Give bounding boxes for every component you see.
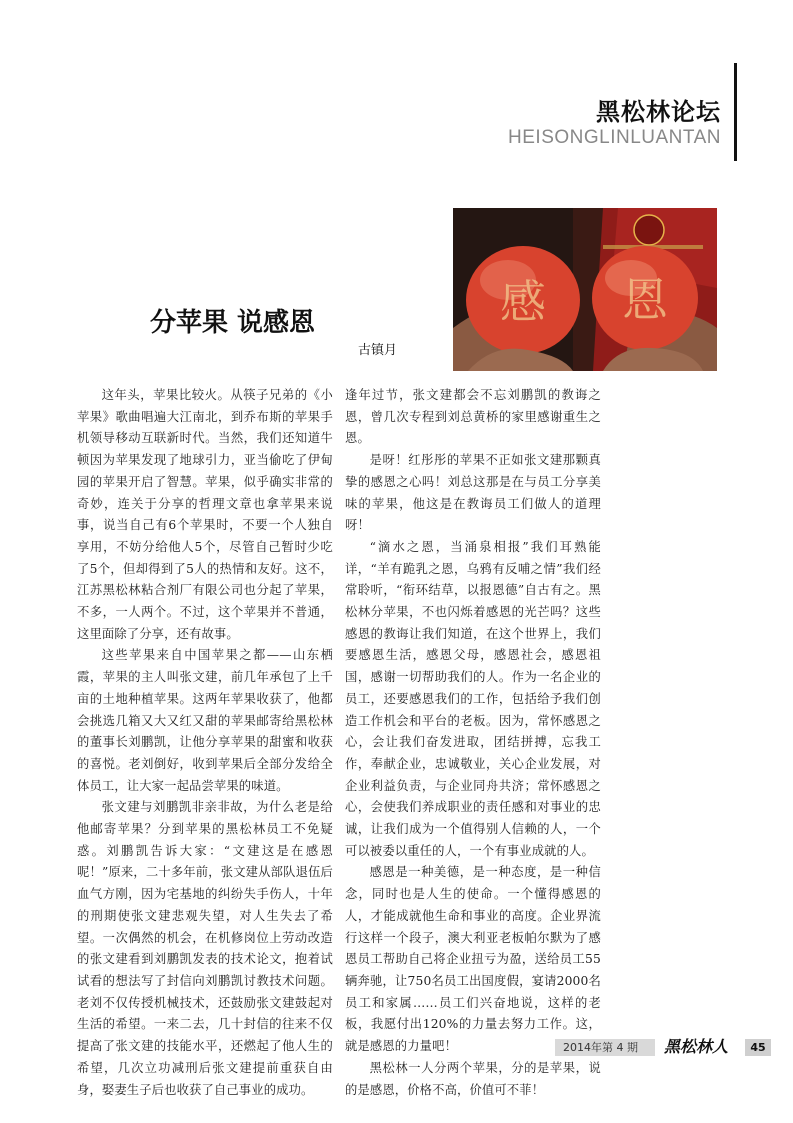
article-right-column: [345, 385, 601, 1101]
column-subtitle: HEISONGLINLUANTAN: [508, 127, 721, 148]
apple-character-right: 恩: [622, 273, 668, 327]
page-number: 45: [750, 1041, 766, 1054]
page-footer: [0, 1036, 793, 1058]
article-left-column: [77, 385, 333, 1101]
paragraph: 感恩是一种美德，是一种态度，是一种信念，同时也是人生的使命。一个懂得感恩的人，才能成就他生命和事业的高度。企业界流行这样一个段子，澳大利亚老板帕尔默为了感恩员工帮助自己将企业扭亏为盈，送给员工55辆奔驰，让750名员工出国度假，宴请2000名员工和家属……员工们兴奋地说，这样的老板，我愿付出120%的力量去努力工作。这，就是感恩的力量吧！: [345, 865, 601, 1054]
header-vertical-rule: [734, 63, 737, 161]
paragraph: 逢年过节，张文建都会不忘刘鹏凯的教诲之恩，曾几次专程到刘总黄桥的家里感谢重生之恩。: [345, 388, 601, 446]
apples-photo: [453, 208, 717, 371]
article-title: 分苹果 说感恩: [150, 308, 316, 338]
paragraph: 张文建与刘鹏凯非亲非故，为什么老是给他邮寄苹果？分到苹果的黑松林员工不免疑惑。刘鹏凯告诉大家：“文建这是在感恩呢！”原来，二十多年前，张文建从部队退伍后血气方刚，因为宅基地的纠纷失手伤人，十年的刑期使张文建悲观失望，对人生失去了希望。一次偶然的机会，在机修岗位上劳动改造的张文建看到刘鹏凯发表的技术论文，抱着试试看的想法写了封信向刘鹏凯讨教技术问题。老刘不仅传授机械技术，还鼓励张文建鼓起对生活的希望。一来二去，几十封信的往来不仅提高了张文建的技能水平，还燃起了他人生的希望，几次立功减刑后张文建提前重获自由身，娶妻生子后也收获了自己事业的成功。: [77, 800, 333, 1097]
article-author: 古镇月: [358, 343, 398, 358]
paragraph: 是呀！红彤彤的苹果不正如张文建那颗真挚的感恩之心吗！刘总这那是在与员工分享美味的苹果，他这是在教诲员工们做人的道理呀！: [345, 453, 601, 533]
paragraph: 这年头，苹果比较火。从筷子兄弟的《小苹果》歌曲唱遍大江南北，到乔布斯的苹果手机领导移动互联新时代。当然，我们还知道牛顿因为苹果发现了地球引力，亚当偷吃了伊甸园的苹果开启了智慧。苹果，似乎确实非常的奇妙，连关于分享的哲理文章也拿苹果来说事，说当自己有6个苹果时，不要一个人独自享用，不妨分给他人5个，尽管自己暂时少吃了5个，但却得到了5人的热情和友好。这不，江苏黑松林粘合剂厂有限公司也分起了苹果，不多，一人两个。不过，这个苹果并不普通，这里面除了分享，还有故事。: [77, 388, 333, 641]
paragraph: 黑松林一人分两个苹果，分的是苹果，说的是感恩，价格不高，价值可不菲！: [345, 1060, 601, 1097]
magazine-logo: [662, 1036, 742, 1056]
paragraph: 这些苹果来自中国苹果之都——山东栖霞，苹果的主人叫张文建，前几年承包了上千亩的土地种植苹果。这两年苹果收获了，他都会挑选几箱又大又红又甜的苹果邮寄给黑松林的董事长刘鹏凯，让他分享苹果的甜蜜和收获的喜悦。老刘倒好，收到苹果后全部分发给全体员工，让大家一起品尝苹果的味道。: [77, 648, 333, 793]
column-title: 黑松林论坛: [596, 98, 721, 126]
apple-character-left: 感: [500, 275, 546, 329]
magazine-name: 黑松林人: [664, 1037, 729, 1056]
issue-label: 2014年第 4 期: [563, 1041, 638, 1054]
paragraph: “滴水之恩，当涌泉相报”我们耳熟能详，“羊有跪乳之恩，乌鸦有反哺之情”我们经常聆听，“衔环结草，以报恩德”自古有之。黑松林分苹果，不也闪烁着感恩的光芒吗？这些感恩的教诲让我们知道，在这个世界上，我们要感恩生活，感恩父母，感恩社会，感恩祖国，感谢一切帮助我们的人。作为一名企业的员工，还要感恩我们的工作，包括给予我们创造工作机会和平台的老板。因为，常怀感恩之心，会让我们奋发进取，团结拼搏，忘我工作，奉献企业，忠诚敬业，关心企业发展，对企业利益负责，与企业同舟共济；常怀感恩之心，会使我们养成职业的责任感和对事业的忠诚，让我们成为一个值得别人信赖的人，一个可以被委以重任的人，一个有事业成就的人。: [345, 539, 601, 858]
